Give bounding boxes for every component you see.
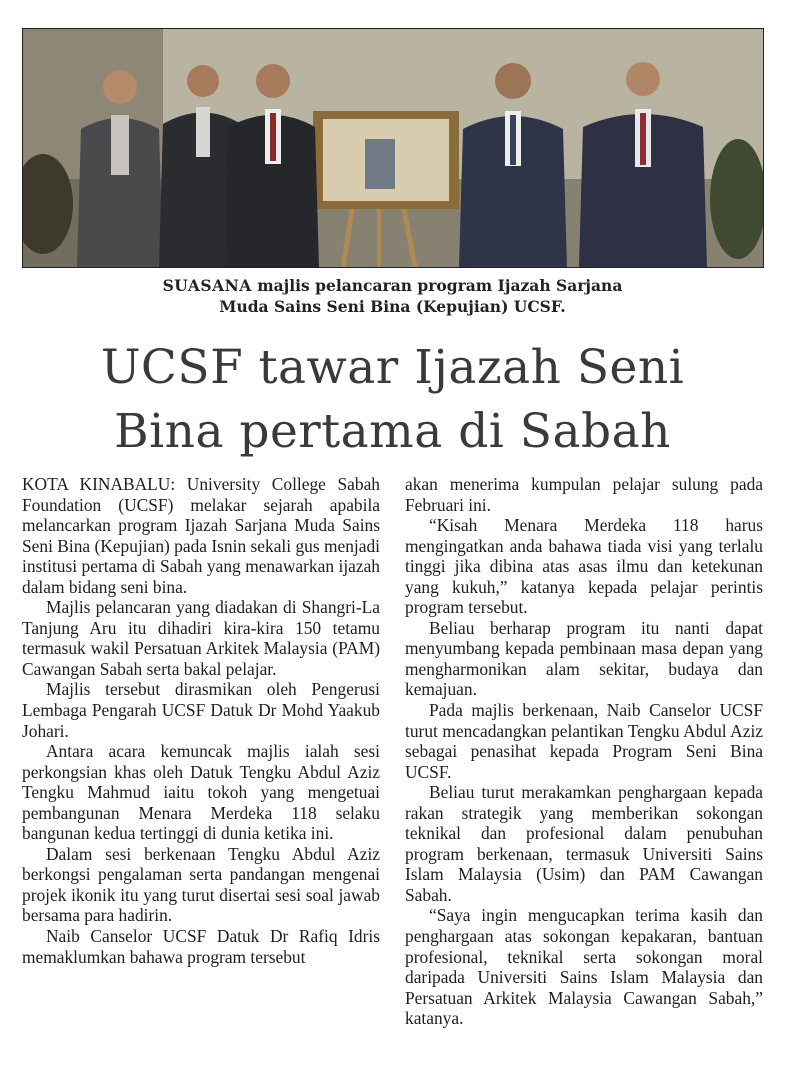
headline — [0, 336, 785, 464]
photo-caption — [0, 275, 785, 317]
headline-line1: UCSF tawar Ijazah Seni — [100, 340, 685, 395]
article-column-right — [405, 474, 763, 1029]
article-column-left — [22, 474, 380, 967]
caption-line2: Muda Sains Seni Bina (Kepujian) UCSF. — [219, 297, 566, 316]
paragraph: Pada majlis berkenaan, Naib Canselor UCSF turut mencadangkan pelantikan Tengku Abdul Aziz sebagai penasihat kepada Program Seni Bina UCSF. — [405, 700, 763, 782]
paragraph: akan menerima kumpulan pelajar sulung pada Februari ini. — [405, 474, 763, 515]
caption-lead: SUASANA — [162, 276, 252, 295]
caption-line1: majlis pelancaran program Ijazah Sarjana — [251, 276, 623, 295]
paragraph: Antara acara kemuncak majlis ialah sesi perkongsian khas oleh Datuk Tengku Abdul Aziz Tengku Mahmud iaitu tokoh yang mengetuai pembangunan Menara Merdeka 118 selaku bangunan kedua tertinggi di dunia ketika ini. — [22, 741, 380, 844]
paragraph: KOTA KINABALU: University College Sabah Foundation (UCSF) melakar sejarah apabila melancarkan program Ijazah Sarjana Muda Sains Seni Bina (Kepujian) pada Isnin sekali gus menjadi institusi pertama di Sabah yang menawarkan ijazah dalam bidang seni bina. — [22, 474, 380, 597]
paragraph: Dalam sesi berkenaan Tengku Abdul Aziz berkongsi pengalaman serta pandangan mengenai projek ikonik itu yang turut disertai sesi soal jawab bersama para hadirin. — [22, 843, 380, 926]
paragraph: Beliau berharap program itu nanti dapat menyumbang kepada pembinaan masa depan yang mengharmonikan alam sekitar, budaya dan kemajuan. — [405, 617, 763, 700]
paragraph: “Saya ingin mengucapkan terima kasih dan penghargaan atas sokongan kepakaran, bantuan profesional, teknikal serta sokongan moral daripada Universiti Sains Islam Malaysia dan Persatuan Arkitek Malaysia Cawangan Sabah,” katanya. — [405, 905, 763, 1029]
headline-line2: Bina pertama di Sabah — [114, 404, 671, 459]
launch-ceremony-photo — [22, 28, 764, 268]
paragraph: Beliau turut merakamkan penghargaan kepada rakan strategik yang memberikan sokongan teknikal dan profesional dalam penubuhan program berkenaan, termasuk Universiti Sains Islam Malaysia (Usim) dan PAM Cawangan Sabah. — [405, 782, 763, 905]
paragraph: Naib Canselor UCSF Datuk Dr Rafiq Idris memaklumkan bahawa program tersebut — [22, 926, 380, 967]
paragraph: Majlis tersebut dirasmikan oleh Pengerusi Lembaga Pengarah UCSF Datuk Dr Mohd Yaakub Johari. — [22, 679, 380, 741]
paragraph: “Kisah Menara Merdeka 118 harus mengingatkan anda bahawa tiada visi yang terlalu tinggi jika dibina atas asas ilmu dan ketekunan yang kukuh,” katanya kepada pelajar perintis program tersebut. — [405, 515, 763, 618]
paragraph: Majlis pelancaran yang diadakan di Shangri-La Tanjung Aru itu dihadiri kira-kira 150 tetamu termasuk wakil Persatuan Arkitek Malaysia (PAM) Cawangan Sabah serta bakal pelajar. — [22, 597, 380, 679]
